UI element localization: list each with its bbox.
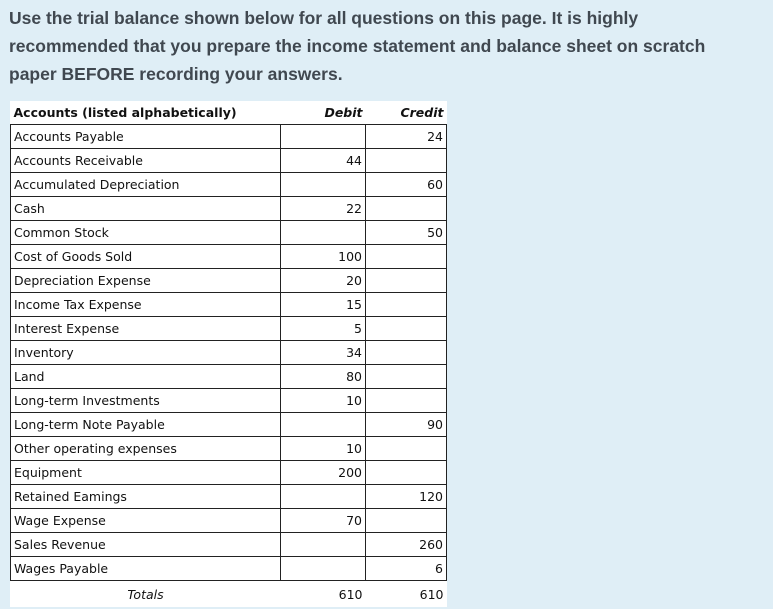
account-cell: Cost of Goods Sold (11, 245, 281, 269)
table-row (11, 317, 447, 341)
table-row (11, 365, 447, 389)
credit-header: Credit (366, 101, 447, 125)
debit-cell: 22 (281, 197, 366, 221)
account-cell: Long-term Investments (11, 389, 281, 413)
totals-label: Totals (127, 586, 164, 602)
table-row (11, 341, 447, 365)
debit-cell: 10 (281, 437, 366, 461)
debit-cell (281, 485, 366, 509)
table-row (11, 149, 447, 173)
debit-cell (281, 557, 366, 581)
table-row (11, 221, 447, 245)
account-cell: Retained Eamings (11, 485, 281, 509)
debit-cell: 100 (281, 245, 366, 269)
table-row (11, 509, 447, 533)
credit-cell: 24 (366, 125, 447, 149)
account-cell: Other operating expenses (11, 437, 281, 461)
debit-cell: 15 (281, 293, 366, 317)
trial-balance (10, 101, 447, 607)
credit-cell (366, 389, 447, 413)
debit-cell: 80 (281, 365, 366, 389)
account-cell: Long-term Note Payable (11, 413, 281, 437)
credit-cell: 50 (366, 221, 447, 245)
table-row (11, 173, 447, 197)
debit-cell: 20 (281, 269, 366, 293)
table-row (11, 413, 447, 437)
debit-cell: 34 (281, 341, 366, 365)
credit-cell (366, 365, 447, 389)
debit-cell: 5 (281, 317, 366, 341)
credit-cell: 6 (366, 557, 447, 581)
trial-balance-table (10, 101, 447, 607)
account-cell: Wages Payable (11, 557, 281, 581)
debit-cell: 200 (281, 461, 366, 485)
account-cell: Cash (11, 197, 281, 221)
table-row (11, 389, 447, 413)
table-row (11, 245, 447, 269)
account-cell: Income Tax Expense (11, 293, 281, 317)
credit-cell (366, 437, 447, 461)
account-cell: Sales Revenue (11, 533, 281, 557)
account-header: Accounts (listed alphabetically) (11, 101, 281, 125)
totals-credit: 610 (366, 581, 447, 608)
debit-cell: 10 (281, 389, 366, 413)
credit-cell (366, 245, 447, 269)
debit-cell (281, 413, 366, 437)
totals-row (11, 581, 447, 608)
debit-cell (281, 125, 366, 149)
debit-cell: 44 (281, 149, 366, 173)
credit-cell (366, 461, 447, 485)
credit-cell: 60 (366, 173, 447, 197)
account-cell: Interest Expense (11, 317, 281, 341)
account-cell: Common Stock (11, 221, 281, 245)
account-cell: Equipment (11, 461, 281, 485)
credit-cell (366, 341, 447, 365)
table-row (11, 533, 447, 557)
account-cell: Accounts Receivable (11, 149, 281, 173)
table-row (11, 557, 447, 581)
credit-cell: 90 (366, 413, 447, 437)
table-row (11, 437, 447, 461)
credit-cell (366, 293, 447, 317)
table-row (11, 485, 447, 509)
instructions (9, 4, 764, 88)
debit-cell (281, 533, 366, 557)
credit-cell (366, 509, 447, 533)
totals-debit: 610 (281, 581, 366, 608)
table-row (11, 197, 447, 221)
instructions-line-1: Use the trial balance shown below for all questions on this page. It is highly (9, 8, 639, 28)
table-row (11, 293, 447, 317)
account-cell: Land (11, 365, 281, 389)
instructions-line-2: recommended that you prepare the income statement and balance sheet on scratch (9, 36, 706, 56)
table-row (11, 125, 447, 149)
credit-cell (366, 269, 447, 293)
credit-cell (366, 149, 447, 173)
debit-header: Debit (281, 101, 366, 125)
debit-cell (281, 221, 366, 245)
debit-cell: 70 (281, 509, 366, 533)
credit-cell: 120 (366, 485, 447, 509)
account-cell: Accumulated Depreciation (11, 173, 281, 197)
debit-cell (281, 173, 366, 197)
credit-cell: 260 (366, 533, 447, 557)
instructions-line-3: paper BEFORE recording your answers. (9, 64, 343, 84)
table-row (11, 461, 447, 485)
account-cell: Wage Expense (11, 509, 281, 533)
header-row (11, 101, 447, 125)
table-row (11, 269, 447, 293)
credit-cell (366, 197, 447, 221)
account-cell: Accounts Payable (11, 125, 281, 149)
account-cell: Depreciation Expense (11, 269, 281, 293)
account-cell: Inventory (11, 341, 281, 365)
credit-cell (366, 317, 447, 341)
